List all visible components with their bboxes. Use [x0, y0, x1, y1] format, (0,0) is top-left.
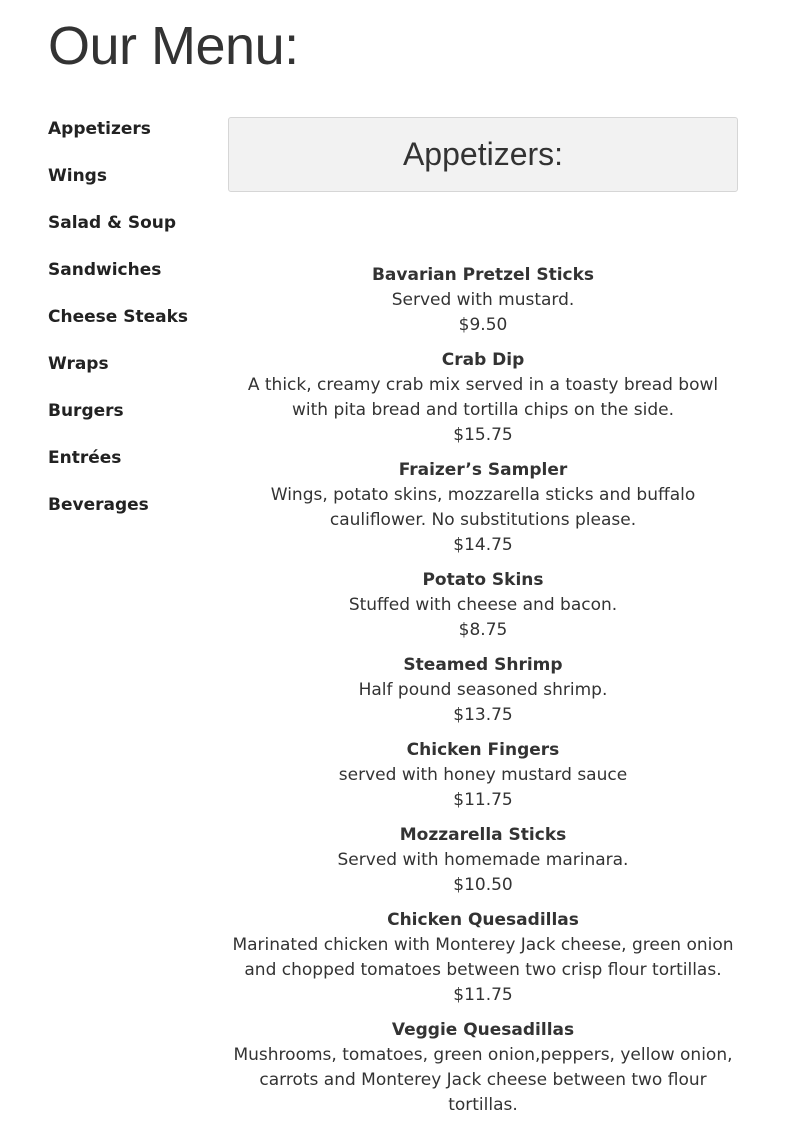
- section-header: [228, 117, 738, 192]
- menu-item-price: $11.75: [453, 790, 513, 810]
- menu-item: [228, 908, 738, 1008]
- menu-item: [228, 263, 738, 338]
- menu-item-list: [228, 263, 738, 1118]
- nav-link-wings[interactable]: Wings: [48, 166, 107, 186]
- menu-item-name: Chicken Quesadillas: [387, 910, 579, 930]
- menu-item-name: Fraizer’s Sampler: [398, 460, 568, 480]
- menu-section: [228, 117, 738, 1128]
- menu-item-description: Marinated chicken with Monterey Jack cheese, green onion and chopped tomatoes between two crisp flour tortillas.: [232, 935, 734, 980]
- menu-item-description: served with honey mustard sauce: [338, 765, 628, 785]
- nav-link-entrees[interactable]: Entrées: [48, 448, 122, 468]
- menu-item-description: Stuffed with cheese and bacon.: [348, 595, 618, 615]
- menu-item-description: A thick, creamy crab mix served in a toasty bread bowl with pita bread and tortilla chips on the side.: [247, 375, 719, 420]
- menu-item-description: Wings, potato skins, mozzarella sticks and buffalo cauliflower. No substitutions please.: [270, 485, 696, 530]
- nav-link-burgers[interactable]: Burgers: [48, 401, 124, 421]
- menu-item: [228, 653, 738, 728]
- menu-item: [228, 458, 738, 558]
- section-title: Appetizers:: [402, 136, 564, 172]
- menu-item: [228, 1018, 738, 1118]
- menu-item-price: $15.75: [453, 425, 513, 445]
- menu-item-name: Potato Skins: [422, 570, 544, 590]
- menu-item-price: $14.75: [453, 535, 513, 555]
- menu-item-price: $9.50: [458, 315, 508, 335]
- menu-item-name: Crab Dip: [441, 350, 525, 370]
- nav-link-sandwiches[interactable]: Sandwiches: [48, 260, 162, 280]
- nav-link-wraps[interactable]: Wraps: [48, 354, 109, 374]
- menu-item-description: Served with homemade marinara.: [337, 850, 629, 870]
- menu-item-price: $13.75: [453, 705, 513, 725]
- menu-item: [228, 568, 738, 643]
- menu-item: [228, 823, 738, 898]
- menu-item: [228, 738, 738, 813]
- menu-item-price: $10.50: [453, 875, 513, 895]
- menu-item-name: Veggie Quesadillas: [391, 1020, 575, 1040]
- menu-item-name: Chicken Fingers: [406, 740, 560, 760]
- menu-category-nav: [48, 117, 218, 540]
- menu-item-price: $8.75: [458, 620, 508, 640]
- menu-item-name: Steamed Shrimp: [403, 655, 563, 675]
- menu-item-name: Mozzarella Sticks: [399, 825, 567, 845]
- menu-item-description: Served with mustard.: [391, 290, 575, 310]
- nav-link-cheese-steaks[interactable]: Cheese Steaks: [48, 307, 189, 327]
- page-title: Our Menu:: [48, 16, 299, 76]
- nav-link-beverages[interactable]: Beverages: [48, 495, 149, 515]
- menu-item: [228, 348, 738, 448]
- menu-item-price: $11.75: [453, 985, 513, 1005]
- menu-item-description: Mushrooms, tomatoes, green onion,peppers, yellow onion, carrots and Monterey Jack cheese between two flour tortillas.: [233, 1045, 733, 1115]
- menu-item-description: Half pound seasoned shrimp.: [358, 680, 608, 700]
- nav-link-salad-soup[interactable]: Salad & Soup: [48, 213, 177, 233]
- nav-link-appetizers[interactable]: Appetizers: [48, 119, 151, 139]
- menu-item-name: Bavarian Pretzel Sticks: [371, 265, 595, 285]
